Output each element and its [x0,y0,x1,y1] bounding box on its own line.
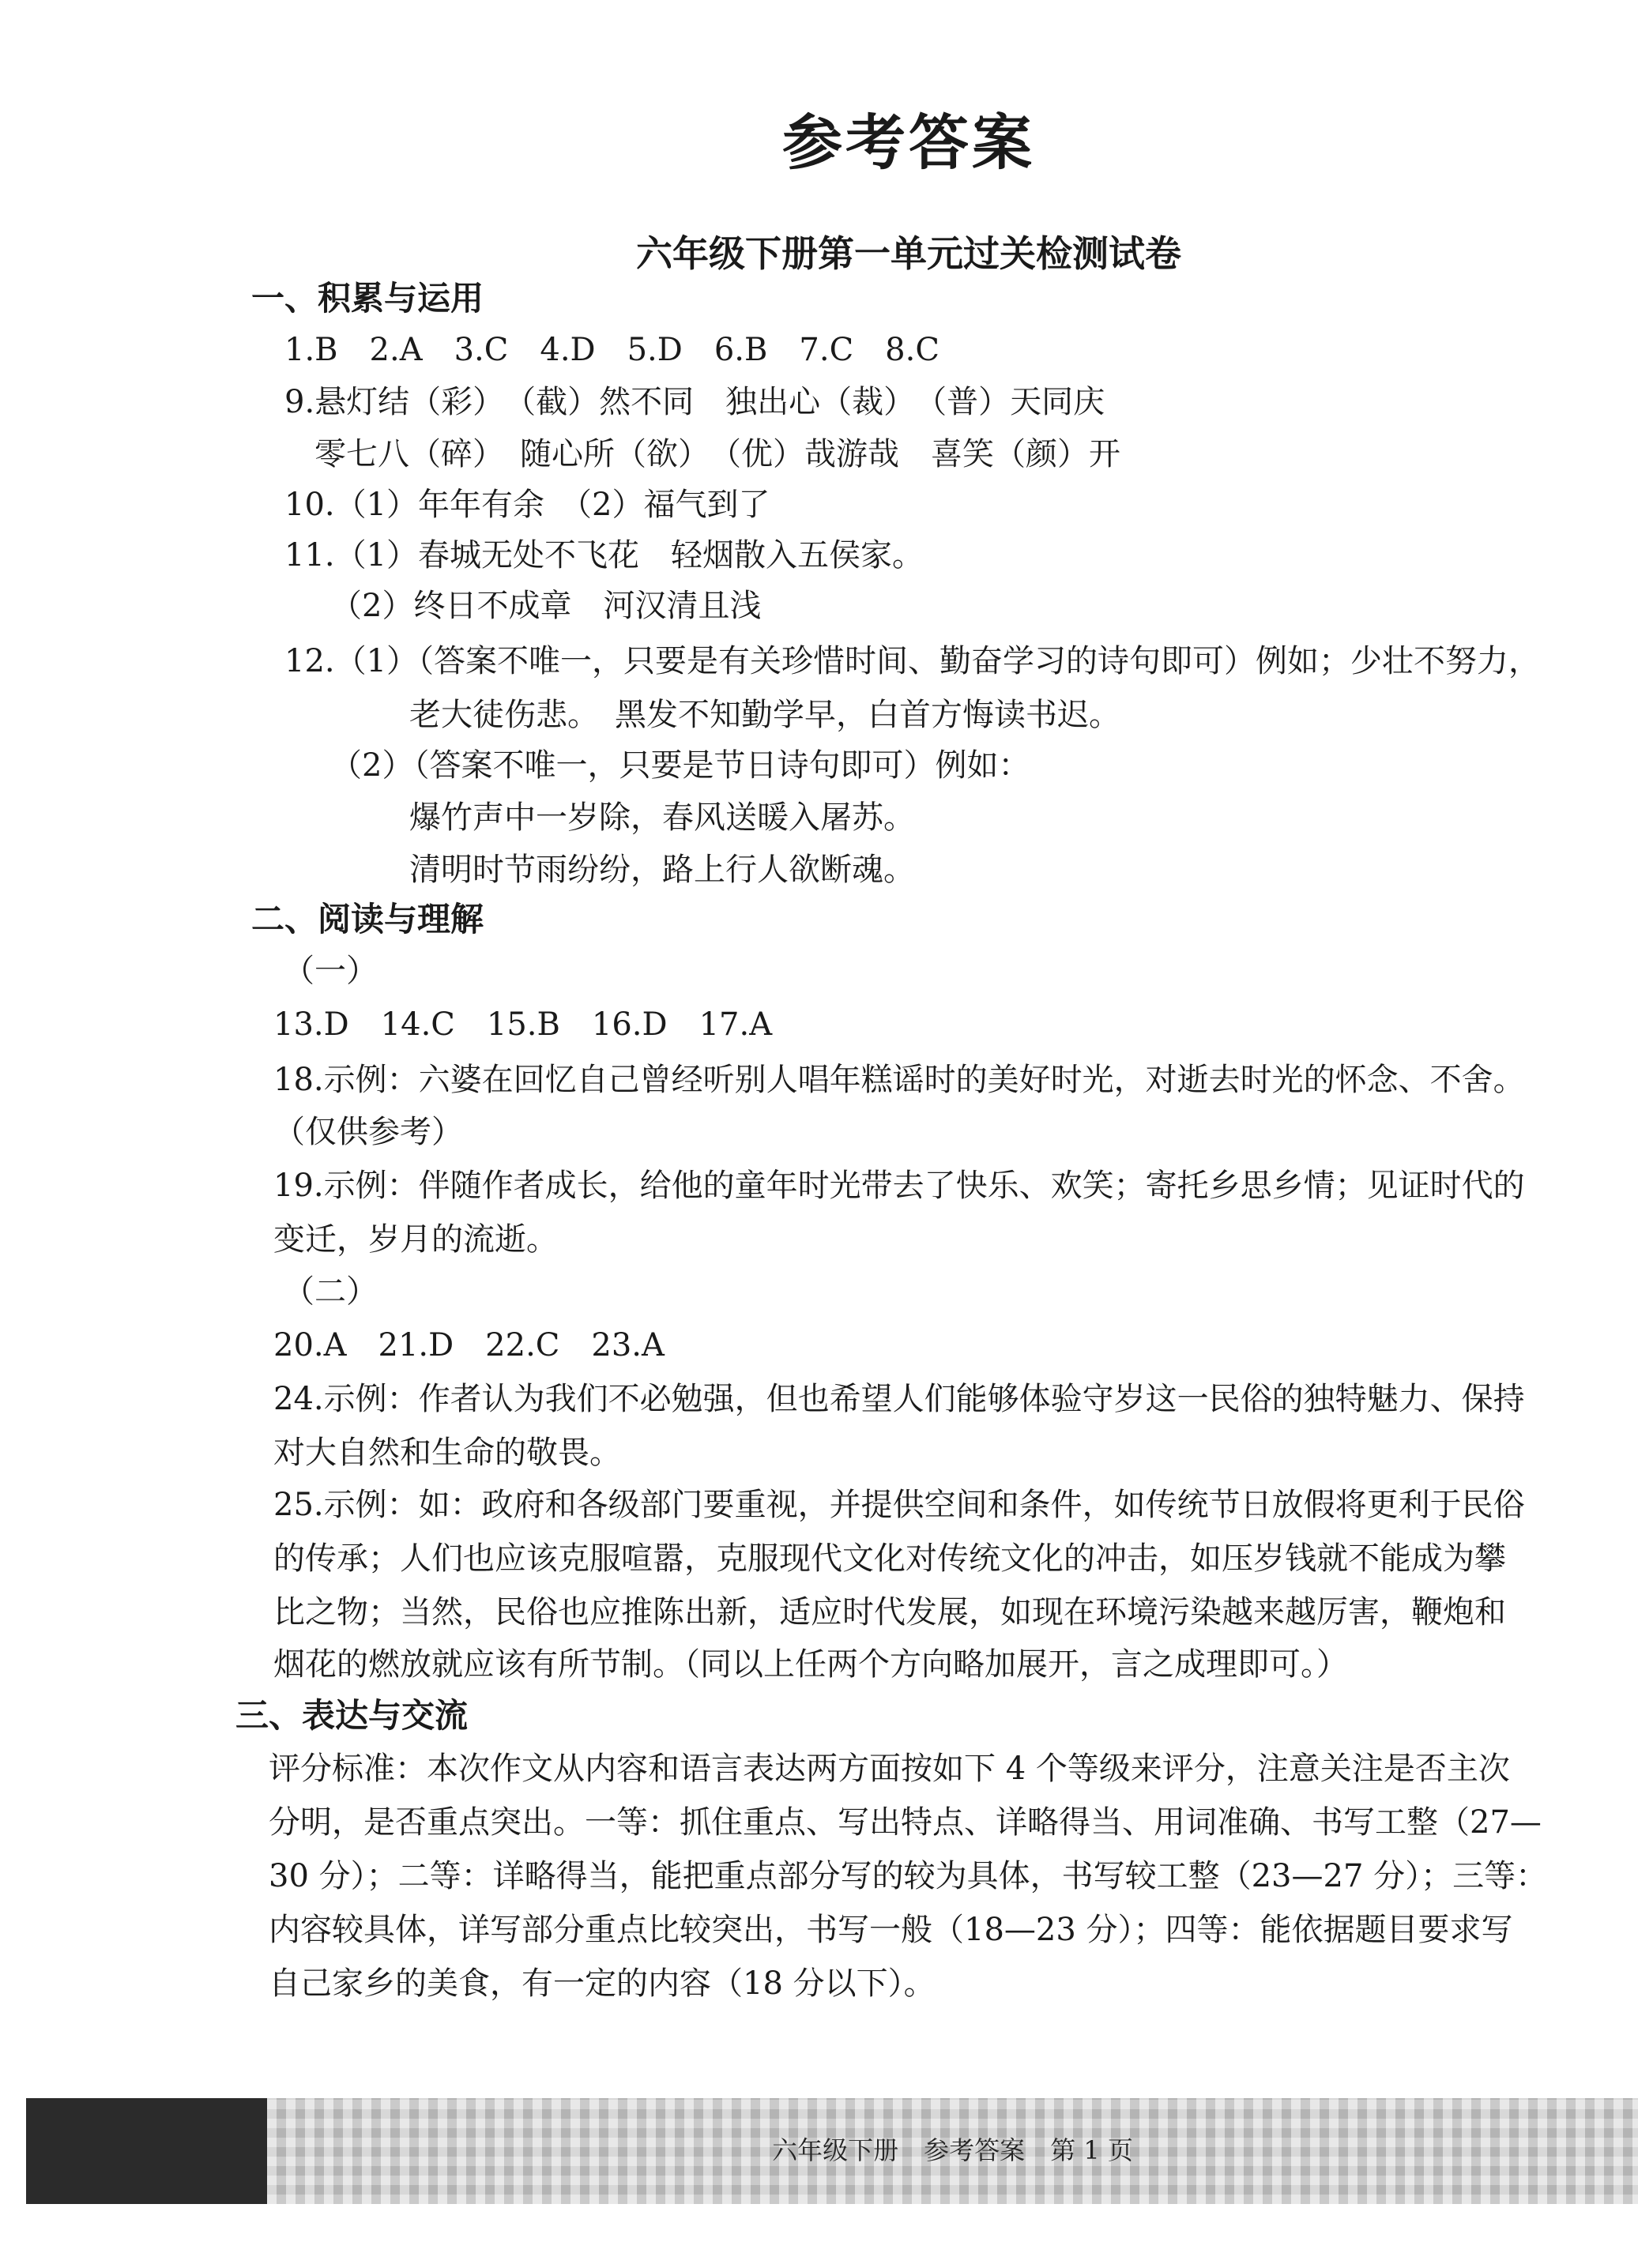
answer-line: （仅供参考） [273,1114,463,1150]
answer-line: 20.A 21.D 22.C 23.A [273,1327,665,1363]
answer-line: 老大徒伤悲。 黑发不知勤学早，白首方悔读书迟。 [409,697,1120,733]
answer-line: 11.（1）春城无处不飞花 轻烟散入五侯家。 [284,537,924,574]
answer-line: （二） [283,1273,378,1310]
answer-line: 30 分）；二等：详略得当，能把重点部分写的较为具体，书写较工整（23—27 分）；三等： [269,1858,1548,1894]
answer-line: 比之物；当然，民俗也应推陈出新，适应时代发展，如现在环境污染越来越厉害，鞭炮和 [273,1594,1506,1630]
answer-line: 25.示例：如：政府和各级部门要重视，并提供空间和条件，如传统节日放假将更利于民俗 [273,1487,1525,1523]
answer-line: 1.B 2.A 3.C 4.D 5.D 6.B 7.C 8.C [284,332,939,368]
section-heading-1: 一、积累与运用 [251,279,484,318]
answer-line: 9.悬灯结（彩） （截）然不同 独出心（裁） （普）天同庆 [284,384,1105,420]
answer-line: （2）终日不成章 河汉清且浅 [330,588,762,624]
answer-line: 12.（1）（答案不唯一，只要是有关珍惜时间、勤奋学习的诗句即可）例如；少壮不努力， [284,643,1541,679]
section-heading-3: 三、表达与交流 [235,1696,469,1735]
answer-line: 18.示例：六婆在回忆自己曾经听别人唱年糕谣时的美好时光，对逝去时光的怀念、不舍。 [273,1062,1525,1098]
answer-line: 变迁，岁月的流逝。 [273,1221,558,1258]
answer-line: 内容较具体，详写部分重点比较突出，书写一般（18—23 分）；四等：能依据题目要求写 [269,1912,1513,1948]
answer-line: 自己家乡的美食，有一定的内容（18 分以下）。 [269,1965,936,2002]
answer-line: 烟花的燃放就应该有所节制。（同以上任两个方向略加展开，言之成理即可。） [273,1646,1348,1683]
answer-line: 零七八（碎） 随心所（欲） （优）哉游哉 喜笑（颜）开 [314,436,1120,472]
page-footer: 六年级下册 参考答案 第 1 页 [772,2135,1133,2165]
page-title: 参考答案 [782,107,1035,178]
answer-line: 对大自然和生命的敬畏。 [273,1435,621,1471]
answer-line: 评分标准：本次作文从内容和语言表达两方面按如下 4 个等级来评分，注意关注是否主次 [269,1751,1510,1787]
footer-dark-block [26,2098,267,2204]
answer-line: 19.示例：伴随作者成长，给他的童年时光带去了快乐、欢笑；寄托乡思乡情；见证时代的 [273,1168,1525,1204]
answer-line: 24.示例：作者认为我们不必勉强，但也希望人们能够体验守岁这一民俗的独特魅力、保持 [273,1381,1525,1417]
answer-line: （一） [283,953,378,989]
answer-line: 13.D 14.C 15.B 16.D 17.A [273,1006,773,1043]
page-subtitle: 六年级下册第一单元过关检测试卷 [636,232,1181,275]
section-heading-2: 二、阅读与理解 [251,900,484,938]
answer-line: 爆竹声中一岁除，春风送暖入屠苏。 [409,799,915,836]
answer-line: 分明，是否重点突出。一等：抓住重点、写出特点、详略得当、用词准确、书写工整（27— [269,1804,1542,1841]
answer-line: 清明时节雨纷纷，路上行人欲断魂。 [409,852,915,888]
answer-line: （2）（答案不唯一，只要是节日诗句即可）例如： [330,747,1030,784]
answer-line: 10.（1）年年有余 （2）福气到了 [284,487,770,523]
answer-line: 的传承；人们也应该克服喧嚣，克服现代文化对传统文化的冲击，如压岁钱就不能成为攀 [273,1540,1506,1577]
